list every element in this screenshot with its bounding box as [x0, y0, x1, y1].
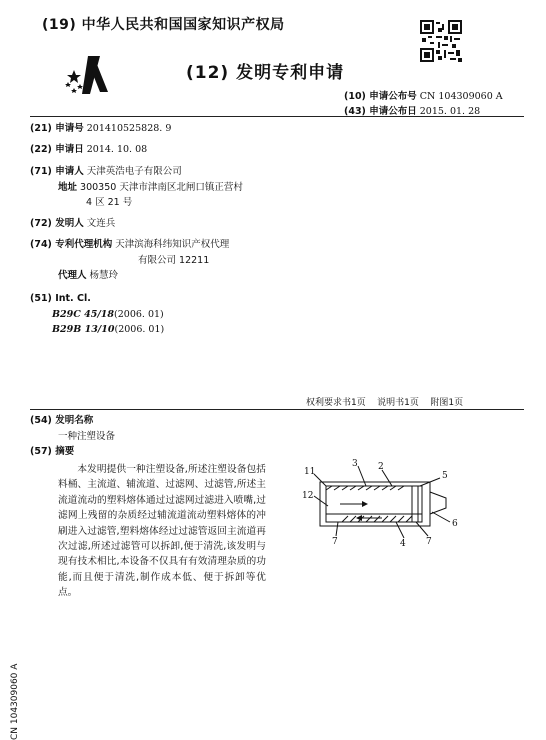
applicant-row: [30, 166, 182, 178]
flow-arrow-right: [362, 501, 368, 507]
flow-arrow-left: [356, 515, 362, 521]
hatched-filter-tube: [342, 516, 412, 522]
abstract-label: (57) 摘要: [30, 446, 75, 457]
nozzle: [430, 492, 446, 514]
int-cl-label: [30, 293, 91, 305]
side-publication-number: CN 104309060 A: [10, 663, 20, 740]
publication-date: 2015. 01. 28: [419, 106, 481, 117]
section-rule: [30, 409, 524, 410]
figure-label-2: 2: [378, 462, 384, 472]
address-line1: 300350 天津市津南区北闸口镇正营村: [80, 182, 243, 193]
application-number-label: (21) 申请号: [30, 123, 84, 134]
injection-device-figure: [296, 456, 464, 548]
figure-label-11: 11: [304, 467, 316, 477]
publication-number-label: (10) 申请公布号: [344, 91, 417, 102]
ipc-code-2: B29B 13/10: [52, 324, 115, 335]
abstract-body: [58, 462, 266, 601]
title-label: (54) 发明名称: [30, 415, 94, 426]
office-name: (19) 中华人民共和国国家知识产权局: [42, 17, 285, 33]
pages-info: 权利要求书1页 说明书1页 附图1页: [306, 398, 464, 408]
agency-row: [30, 239, 229, 251]
applicant-label: (71) 申请人: [30, 166, 84, 177]
header-rule: [30, 116, 524, 117]
cnipa-logo-icon: [60, 52, 112, 96]
hatched-top-wall: [326, 486, 404, 490]
address-line2: 4 区 21 号: [86, 197, 133, 208]
inventor-name: 文连兵: [86, 218, 116, 229]
figure-label-12: 12: [302, 491, 314, 501]
inventor-row: [30, 218, 115, 230]
title-section-label: [30, 415, 93, 427]
abstract-text: 本发明提供一种注塑设备,所述注塑设备包括料桶、主流道、辅流道、过滤网、过滤管,所述主流道流动的塑料熔体通过过滤网过滤进入喷嘴,过滤网上残留的杂质经过辅流道流动塑料熔体的冲刷进入过滤管,塑料熔体经过过滤管返回主流道再次过滤,所述过滤管可以拆卸,便于清洗,该发明与现有技术相比,本设备不仅具有有效清理杂质的功能,而且便于清洗,制作成本低、便于拆卸等优点。: [58, 464, 266, 599]
invention-title: 一种注塑设备: [58, 431, 116, 442]
agency-line1: 天津滨海科纬知识产权代理: [115, 239, 230, 250]
filter-screen: [412, 486, 418, 522]
agent-name: 杨慧玲: [89, 270, 119, 281]
application-number-row: [30, 123, 171, 135]
inventor-label: (72) 发明人: [30, 218, 84, 229]
ipc-version-1: (2006. 01): [114, 309, 164, 320]
ipc-row-1: [52, 309, 164, 321]
agency-line2: 有限公司 12211: [138, 255, 210, 266]
ipc-row-2: [52, 324, 164, 336]
int-cl-heading: (51) Int. Cl.: [30, 293, 91, 304]
figure-label-4: 4: [400, 539, 406, 548]
figure-label-7a: 7: [332, 537, 338, 547]
abstract-section-label: [30, 446, 74, 458]
application-date: 2014. 10. 08: [86, 144, 148, 155]
address-row: [58, 182, 243, 194]
agency-label: (74) 专利代理机构: [30, 239, 113, 250]
applicant-name: 天津英浩电子有限公司: [86, 166, 182, 177]
figure-label-5: 5: [442, 471, 448, 481]
qr-code-icon: [420, 20, 462, 62]
publication-number: CN 104309060 A: [419, 91, 503, 102]
figure-label-6: 6: [452, 519, 458, 529]
agent-row: [58, 270, 118, 282]
agent-label: 代理人: [58, 270, 87, 281]
application-number: 201410525828. 9: [86, 123, 172, 134]
publication-date-row: [344, 103, 480, 117]
document-type: (12) 发明专利申请: [186, 63, 345, 83]
publication-number-row: [344, 88, 503, 102]
figure-label-3: 3: [352, 459, 358, 469]
address-label: 地址: [58, 182, 78, 193]
publication-date-label: (43) 申请公布日: [344, 106, 417, 117]
application-date-label: (22) 申请日: [30, 144, 84, 155]
application-date-row: [30, 144, 147, 156]
ipc-code-1: B29C 45/18: [52, 309, 115, 320]
ipc-version-2: (2006. 01): [114, 324, 165, 335]
figure-label-7b: 7: [426, 537, 432, 547]
